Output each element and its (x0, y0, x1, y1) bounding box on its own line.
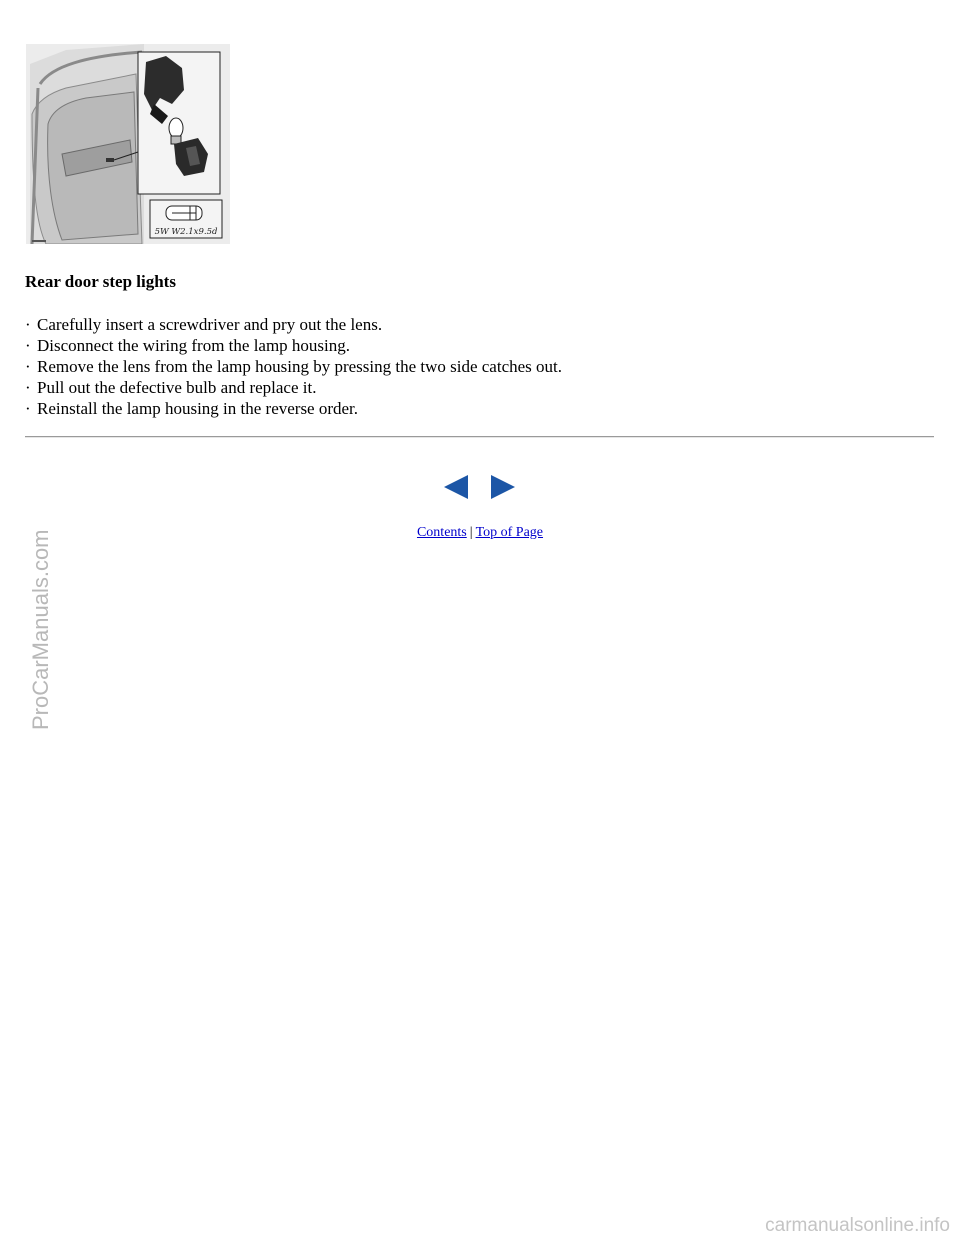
top-of-page-link[interactable]: Top of Page (475, 525, 544, 540)
triangle-left-icon (444, 475, 468, 499)
page-navigation (443, 474, 517, 500)
instruction-step: · Disconnect the wiring from the lamp housing. (25, 336, 351, 355)
triangle-right-icon (491, 475, 515, 499)
horizontal-divider (25, 436, 934, 438)
previous-page-button[interactable] (443, 474, 469, 500)
bulb-code-label: 5W W2.1x9.5d (154, 227, 218, 237)
next-page-button[interactable] (490, 474, 516, 500)
side-watermark: ProCarManuals.com (28, 529, 53, 730)
link-separator: | (469, 525, 473, 540)
bullet-icon: · (25, 357, 31, 376)
footer-links (0, 525, 960, 541)
bullet-icon: · (25, 399, 31, 418)
bullet-icon: · (25, 315, 31, 334)
bullet-icon: · (25, 336, 31, 355)
door-step-light-illustration (26, 44, 230, 244)
contents-link[interactable]: Contents (416, 525, 467, 540)
instruction-step: · Remove the lens from the lamp housing by pressing the two side catches out. (25, 357, 563, 376)
instruction-list (25, 314, 562, 419)
bottom-watermark: carmanualsonline.info (765, 1215, 950, 1236)
bullet-icon: · (25, 378, 31, 397)
section-heading: Rear door step lights (25, 272, 176, 291)
instruction-step: · Carefully insert a screwdriver and pry out the lens. (25, 315, 383, 334)
instruction-step: · Reinstall the lamp housing in the reverse order. (25, 399, 359, 418)
instruction-step: · Pull out the defective bulb and replace it. (25, 378, 317, 397)
